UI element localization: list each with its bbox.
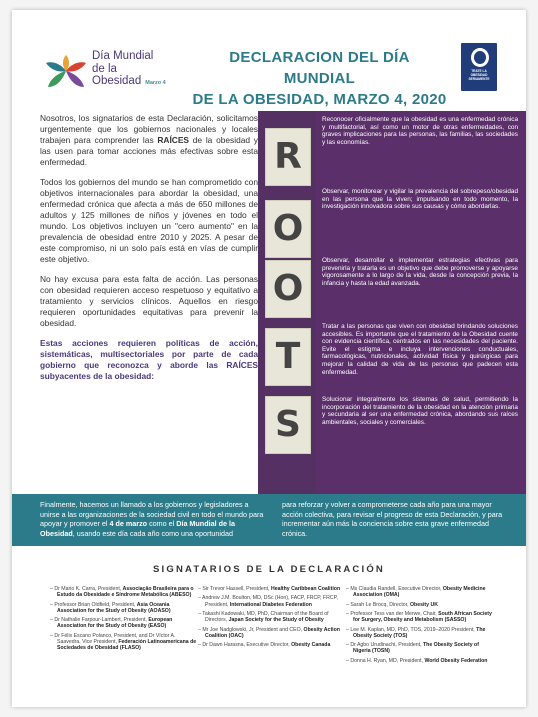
roots-text-r: Reconocer oficialmente que la obesidad es una enfermedad crónica y multifactorial, así como un motor de otras enfermedades, con graves implicaciones para las personas, las familias, las sociedades y las economías.	[322, 116, 518, 146]
title-line-2: DE LA OBESIDAD, MARZO 4, 2020	[192, 91, 447, 108]
cta-day-name: Día Mundial de la Obesidad	[40, 519, 235, 538]
signatory-item	[198, 611, 346, 623]
signatory-organization: Asia Oceania Association for the Study of Obesity (AOASO)	[57, 601, 171, 614]
p4-text-a: Estas acciones requieren políticas de acción, sistemáticas, multisectoriales por parte de cada gobierno que reconozca y aborde las	[40, 338, 258, 370]
signatory-item	[346, 611, 494, 623]
p1-text-c: de la obesidad y las usen para tomar acciones más efectivas sobre esta enfermedad.	[40, 135, 258, 167]
cta-text-e: , usando este día cada año como una oportunidad	[72, 528, 234, 538]
call-to-action-right: para reforzar y volver a comprometerse cada año para una mayor acción colectiva, para revisar el progreso de esta Declaración, y para incrementar aún más la conciencia sobre esta grave enfermedad crónica.	[282, 500, 503, 538]
p4-text-c: subyacentes de la obesidad:	[40, 371, 155, 381]
signatory-name: Sir Trevor Hassell, President,	[202, 586, 271, 592]
signatory-organization: Obesity Action Coalition (OAC)	[205, 626, 340, 639]
signatory-organization: The Obesity Society (TOS)	[353, 626, 486, 639]
signatory-item	[346, 658, 494, 664]
signatory-item	[198, 595, 346, 607]
roots-tile-r: R	[265, 128, 311, 186]
intro-paragraph-1	[40, 113, 258, 168]
roots-tile-t: T	[265, 328, 311, 386]
logo-line-3: Obesidad	[92, 75, 142, 87]
title-line-1: DECLARACION DEL DÍA MUNDIAL	[229, 49, 410, 87]
roots-text-t: Tratar a las personas que viven con obesidad brindando soluciones accesibles. Es importante que el tratamiento de la Obesidad cuente con evidencia científica, centrados en las necesidades del paciente. Evite el estigma e incluya intervenciones conductuales, farmacológicas, nutricionales, actividad física y quirúrgicas para mejorar la calidad de vida de las personas que padecen esta enfermedad.	[322, 323, 518, 376]
signatory-organization: International Diabetes Federation	[229, 601, 312, 608]
signatory-item	[198, 642, 346, 648]
badge-ring-icon	[471, 48, 489, 67]
roots-text-o2: Observar, desarrollar e implementar estrategias efectivas para prevenirla y tratarla es un objetivo que debe promoverse y apoyarse vigorosamente a lo largo de la vida, desde la concepción previa, la infancia y hasta la edad avanzada.	[322, 257, 518, 287]
roots-tile-o2: O	[265, 260, 311, 318]
signatory-name: Takashi Kadowaki, MD, PhD, Chairman of the Board of Directors,	[202, 610, 329, 624]
signatory-name: Sarah Le Brocq, Director,	[350, 601, 411, 608]
signatory-organization: World Obesity Federation	[424, 657, 488, 664]
p4-roots: RAÍCES	[226, 360, 258, 370]
signatory-organization: Obesity Canada	[291, 642, 331, 649]
cta-text-a: Finalmente, hacemos un llamado a los gobiernos y legisladores a unirse a las organizaciones de la sociedad civil en todo el mundo para apoyar y promover el	[40, 500, 264, 529]
roots-tile-o1: O	[265, 200, 311, 258]
signatories-column-2	[198, 586, 346, 652]
roots-tile-s: S	[265, 396, 311, 454]
badge-line-2: OBESIDAD	[470, 73, 488, 77]
signatory-name: Mr Joe Nadglowski, Jr, President and CEO,	[202, 626, 304, 633]
signatory-item	[50, 617, 198, 629]
signatory-name: Professor Tess van der Merwe, Chair,	[350, 610, 439, 617]
logo-march: Marzo 4	[145, 80, 166, 86]
signatory-name: Dr Félix Escano Polanco, President, and Dr Víctor A. Saavedra, Vice President,	[54, 632, 176, 645]
logo-wordmark	[92, 50, 166, 90]
badge-line-1: TRATE LA	[471, 69, 487, 73]
intro-paragraph-3: No hay excusa para esta falta de acción. Las personas con obesidad requieren acceso respetuoso y equitativo a tratamiento y servicios clínicos. Aquellos en riesgo requieren oportunidades equitativas para prevenir la obesidad.	[40, 274, 258, 328]
signatory-name: Dr Mario K. Carra, President,	[54, 586, 123, 592]
page-title	[192, 47, 447, 110]
signatory-organization: Federación Latinoamericana de Sociedades de Obesidad (FLASO)	[57, 638, 197, 652]
logo-line-2: de la	[92, 62, 117, 75]
signatory-organization: The Obesity Society of Nigeria (TOSN)	[353, 642, 479, 655]
intro-text	[40, 113, 258, 391]
signatory-organization: Associação Brasileira para o Estudo da Obesidade e Síndrome Metabólica (ABESO)	[57, 586, 194, 599]
signatory-item	[198, 586, 346, 592]
signatory-item	[50, 586, 198, 598]
signatory-item	[346, 627, 494, 639]
signatory-item	[346, 602, 494, 608]
p1-roots: RAÍCES	[157, 135, 190, 145]
signatory-item	[198, 627, 346, 639]
signatory-name: Lee M. Kaplan, MD, PhD, TOS, 2019–2020 President,	[350, 626, 477, 633]
intro-paragraph-2: Todos los gobiernos del mundo se han comprometido con objetivos internacionales para abordar la obesidad, una enfermedad crónica que afecta a más de 650 millones de adultos y 125 millones de niños y jóvenes en todo el mundo. Los objetivos incluyen un "cero aumento" en la prevalencia de obesidad entre 2010 y 2025. A pesar de este compromiso, ni un solo país está en vías de cumplir este objetivo.	[40, 177, 258, 264]
signatory-item	[50, 602, 198, 614]
badge-line-3: SERIAMENTE	[468, 77, 490, 81]
cta-date: 4 de marzo	[109, 519, 148, 529]
treat-obesity-seriously-badge	[461, 43, 497, 91]
signatory-name: Donna H. Ryan, MD, President,	[350, 657, 425, 664]
roots-text-s: Solucionar integralmente los sistemas de salud, permitiendo la incorporación del tratamiento de la obesidad en la atención primaria y secundaria al ser una enfermedad crónica, abordando sus raíces ambientales, sociales y comerciales.	[322, 396, 518, 426]
signatory-organization: Healthy Caribbean Coalition	[270, 586, 341, 592]
p1-text-a: Nosotros, los signatarios de esta Declaración, solicitamos urgentemente que los gobiernos nacionales y locales trabajen para comprender las	[40, 113, 258, 145]
declaration-page	[12, 10, 526, 707]
signatory-organization: Obesity UK	[410, 601, 438, 608]
signatory-organization: Japan Society for the Study of Obesity	[228, 617, 324, 624]
logo-line-1: Día Mundial	[92, 50, 154, 62]
signatories-column-3	[346, 586, 494, 667]
signatory-name: Dr Nathalie Farpour-Lambert, President,	[54, 617, 149, 624]
signatories-column-1	[50, 586, 198, 655]
signatory-name: Andrew J.M. Boulton, MD, DSc (Hon), FACP, FRCP, FRCP, President,	[202, 595, 338, 608]
intro-paragraph-4	[40, 338, 258, 382]
signatories-title: SIGNATARIOS DE LA DECLARACIÓN	[153, 564, 385, 575]
call-to-action-left	[40, 500, 268, 538]
signatory-name: Professor Brian Oldfield, President,	[54, 601, 137, 608]
signatory-item	[346, 586, 494, 598]
signatory-name: Ms Claudia Randell, Executive Director,	[350, 586, 443, 592]
signatory-name: Dr Agbo Urudinachi, President,	[350, 642, 423, 649]
roots-text-o1: Observar, monitorear y vigilar la prevalencia del sobrepeso/obesidad en las persona que la viven; impulsando en todo momento, la investigación innovadora sobre sus causas y cómo abordarlas.	[322, 188, 518, 211]
world-obesity-day-logo-icon	[40, 47, 92, 99]
signatory-item	[50, 633, 198, 652]
signatory-item	[346, 642, 494, 654]
signatory-organization: European Association for the Study of Obesity (EASO)	[57, 617, 173, 630]
signatory-organization: South African Society for Surgery, Obesity and Metabolism (SASSO)	[353, 610, 492, 624]
signatory-name: Dr Dawn Harasna, Executive Director,	[202, 642, 292, 649]
cta-text-c: como el	[147, 519, 177, 529]
signatory-organization: Obesity Medicine Association (OMA)	[353, 586, 486, 599]
